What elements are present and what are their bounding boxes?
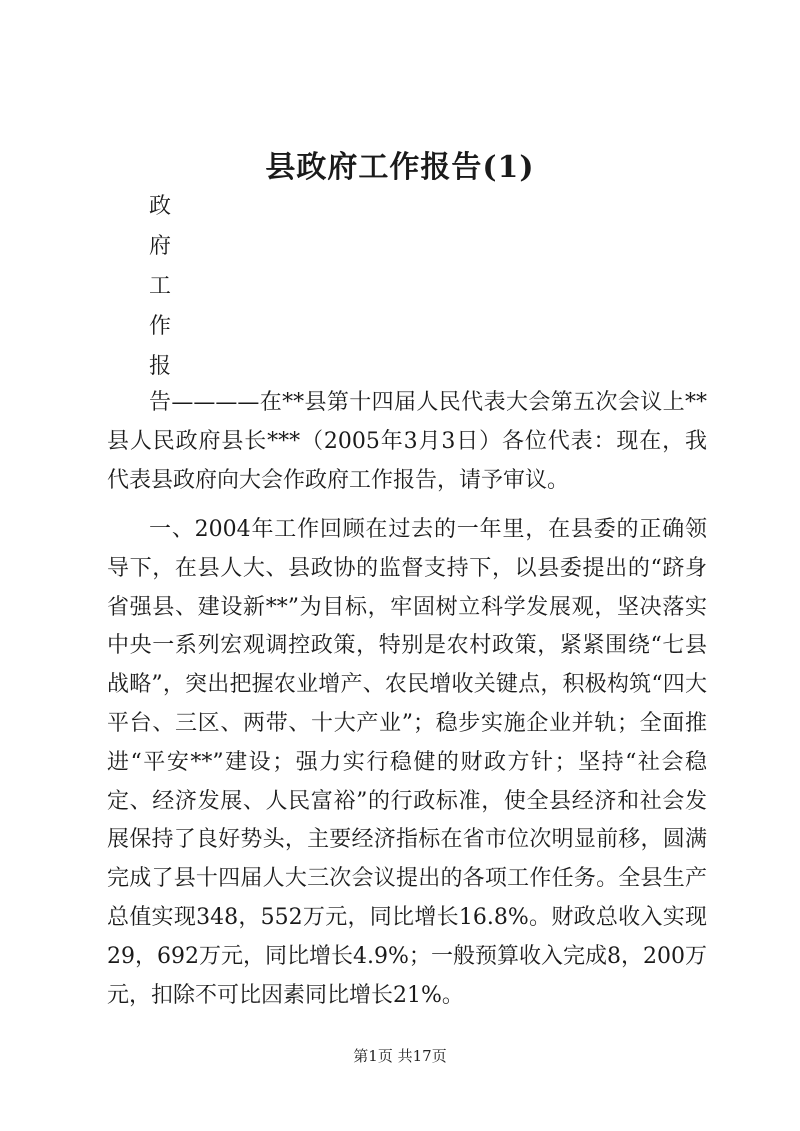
vertical-char-5: 报 [149, 354, 172, 379]
paragraph-review: 一、2004年工作回顾在过去的一年里，在县委的正确领导下，在县人大、县政协的监督支持下，以县委提出的“跻身省强县、建设新**”为目标，牢固树立科学发展观，坚决落实中央一系列宏观调控政策，特别是农村政策，紧紧围绕“七县战略”，突出把握农业增产、农民增收关键点，积极构筑“四大平台、三区、两带、十大产业”；稳步实施企业并轨；全面推进“平安**”建设；强力实行稳健的财政方针；坚持“社会稳定、经济发展、人民富裕”的行政标准，使全县经济和社会发展保持了良好势头，主要经济指标在省市位次明显前移，圆满完成了县十四届人大三次会议提出的各项工作任务。全县生产总值实现348，552万元，同比增长16.8%。财政总收入实现29，692万元，同比增长4.9%；一般预算收入完成8，200万元，扣除不可比因素同比增长21%。 [107, 517, 707, 1008]
vertical-char-4: 作 [149, 314, 172, 339]
document-title: 县政府工作报告(1) [265, 150, 535, 185]
paragraph-intro: 告————在**县第十四届人民代表大会第五次会议上**县人民政府县长***（2005年3月3日）各位代表：现在，我代表县政府向大会作政府工作报告，请予审议。 [107, 390, 707, 493]
page-footer: 第1页 共17页 [353, 1047, 447, 1065]
vertical-char-1: 政 [149, 194, 172, 219]
vertical-char-3: 工 [149, 274, 172, 299]
vertical-char-2: 府 [149, 234, 172, 259]
